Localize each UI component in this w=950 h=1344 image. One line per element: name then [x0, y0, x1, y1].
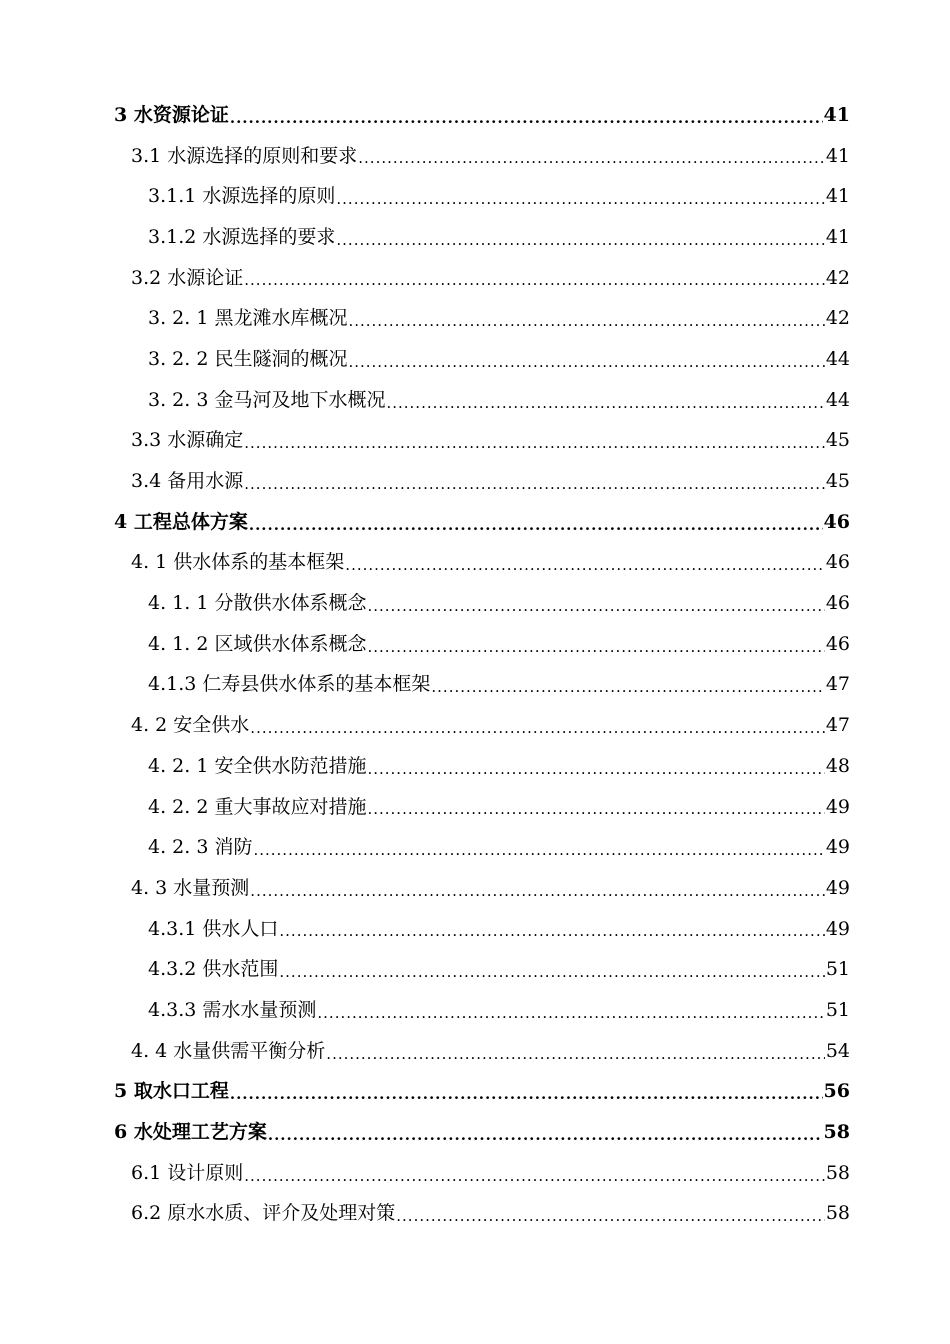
toc-entry-page-number: 58	[825, 1202, 850, 1225]
toc-dot-leader	[249, 518, 823, 543]
toc-entry[interactable]	[0, 1194, 950, 1235]
toc-entry-page-number: 44	[825, 347, 850, 370]
toc-entry[interactable]	[0, 583, 950, 624]
toc-entry[interactable]	[0, 827, 950, 868]
toc-entry[interactable]	[0, 746, 950, 787]
toc-entry[interactable]	[0, 1112, 950, 1153]
toc-dot-leader	[431, 680, 824, 705]
toc-entry-page-number: 58	[823, 1121, 850, 1144]
toc-entry[interactable]	[0, 380, 950, 421]
toc-entry-title: 6 水处理工艺方案	[114, 1121, 267, 1144]
toc-dot-leader	[244, 436, 825, 461]
toc-dot-leader	[336, 233, 824, 258]
toc-entry-page-number: 41	[823, 103, 850, 126]
toc-entry-title: 3. 2. 2 民生隧洞的概况	[148, 347, 348, 370]
toc-entry-page-number: 41	[825, 144, 850, 167]
toc-entry[interactable]	[0, 990, 950, 1031]
toc-entry-page-number: 58	[825, 1161, 850, 1184]
toc-entry-page-number: 49	[825, 795, 850, 818]
toc-entry-title: 3 水资源论证	[114, 103, 229, 126]
toc-entry-title: 4. 2. 1 安全供水防范措施	[148, 754, 367, 777]
toc-entry-page-number: 44	[825, 388, 850, 411]
toc-dot-leader	[358, 151, 825, 176]
toc-entry-page-number: 54	[825, 1039, 850, 1062]
toc-entry[interactable]	[0, 176, 950, 217]
toc-entry-title: 4.3.1 供水人口	[148, 917, 279, 940]
toc-entry-title: 4.3.2 供水范围	[148, 958, 279, 981]
toc-entry-title: 4. 4 水量供需平衡分析	[131, 1039, 326, 1062]
toc-entry-page-number: 46	[825, 592, 850, 615]
toc-entry[interactable]	[0, 339, 950, 380]
toc-entry[interactable]	[0, 949, 950, 990]
toc-entry[interactable]	[0, 868, 950, 909]
toc-dot-leader	[250, 884, 825, 909]
table-of-contents	[0, 95, 950, 1234]
toc-dot-leader	[367, 640, 824, 665]
toc-entry[interactable]	[0, 95, 950, 136]
toc-entry-title: 3.3 水源确定	[131, 429, 244, 452]
toc-entry[interactable]	[0, 421, 950, 462]
toc-entry-title: 4. 2. 2 重大事故应对措施	[148, 795, 367, 818]
toc-dot-leader	[244, 273, 825, 298]
toc-dot-leader	[244, 477, 825, 502]
toc-entry-page-number: 51	[825, 998, 850, 1021]
toc-entry[interactable]	[0, 1153, 950, 1194]
toc-dot-leader	[336, 192, 824, 217]
toc-entry-page-number: 42	[825, 307, 850, 330]
toc-entry-title: 3.1.1 水源选择的原则	[148, 185, 336, 208]
toc-entry[interactable]	[0, 543, 950, 584]
toc-dot-leader	[244, 1169, 825, 1194]
toc-entry-page-number: 42	[825, 266, 850, 289]
toc-dot-leader	[367, 802, 824, 827]
toc-entry-title: 4.1.3 仁寿县供水体系的基本框架	[148, 673, 431, 696]
toc-entry[interactable]	[0, 136, 950, 177]
toc-dot-leader	[230, 111, 823, 136]
toc-entry-page-number: 49	[825, 917, 850, 940]
toc-dot-leader	[317, 1006, 824, 1031]
toc-entry-page-number: 45	[825, 429, 850, 452]
toc-entry[interactable]	[0, 461, 950, 502]
toc-entry-title: 3. 2. 3 金马河及地下水概况	[148, 388, 386, 411]
toc-entry-title: 5 取水口工程	[114, 1080, 229, 1103]
toc-entry-page-number: 41	[825, 185, 850, 208]
toc-entry[interactable]	[0, 298, 950, 339]
toc-entry-page-number: 41	[825, 225, 850, 248]
toc-entry[interactable]	[0, 1031, 950, 1072]
toc-dot-leader	[279, 924, 824, 949]
toc-entry-page-number: 47	[825, 673, 850, 696]
toc-entry[interactable]	[0, 909, 950, 950]
toc-entry-title: 3.4 备用水源	[131, 470, 244, 493]
toc-entry-page-number: 47	[825, 714, 850, 737]
toc-dot-leader	[230, 1087, 823, 1112]
toc-entry-title: 4. 1. 1 分散供水体系概念	[148, 592, 367, 615]
toc-entry[interactable]	[0, 624, 950, 665]
toc-dot-leader	[326, 1047, 825, 1072]
toc-dot-leader	[268, 1128, 823, 1153]
toc-entry-title: 6.1 设计原则	[131, 1161, 244, 1184]
toc-entry-title: 4. 1. 2 区域供水体系概念	[148, 632, 367, 655]
toc-dot-leader	[386, 396, 824, 421]
toc-entry[interactable]	[0, 705, 950, 746]
toc-dot-leader	[367, 599, 824, 624]
toc-entry[interactable]	[0, 787, 950, 828]
toc-entry[interactable]	[0, 217, 950, 258]
toc-entry-title: 4. 2 安全供水	[131, 714, 250, 737]
toc-dot-leader	[250, 721, 825, 746]
toc-entry-title: 6.2 原水水质、评介及处理对策	[131, 1202, 396, 1225]
toc-entry-page-number: 45	[825, 470, 850, 493]
toc-entry-title: 3.1.2 水源选择的要求	[148, 225, 336, 248]
toc-entry-title: 4. 2. 3 消防	[148, 836, 253, 859]
toc-entry-title: 4. 3 水量预测	[131, 876, 250, 899]
toc-entry-title: 3.2 水源论证	[131, 266, 244, 289]
toc-entry-page-number: 49	[825, 876, 850, 899]
toc-entry-page-number: 46	[825, 551, 850, 574]
toc-dot-leader	[279, 965, 824, 990]
toc-entry[interactable]	[0, 1072, 950, 1113]
toc-entry-page-number: 46	[823, 510, 850, 533]
toc-dot-leader	[348, 314, 824, 339]
toc-entry-title: 4. 1 供水体系的基本框架	[131, 551, 345, 574]
toc-entry-page-number: 46	[825, 632, 850, 655]
toc-entry[interactable]	[0, 502, 950, 543]
toc-entry-page-number: 51	[825, 958, 850, 981]
toc-entry-title: 3. 2. 1 黑龙滩水库概况	[148, 307, 348, 330]
toc-entry-page-number: 56	[823, 1080, 850, 1103]
toc-entry-title: 3.1 水源选择的原则和要求	[131, 144, 358, 167]
toc-entry[interactable]	[0, 258, 950, 299]
toc-entry-page-number: 48	[825, 754, 850, 777]
toc-dot-leader	[367, 762, 824, 787]
toc-dot-leader	[396, 1209, 825, 1234]
toc-entry-title: 4.3.3 需水水量预测	[148, 998, 317, 1021]
toc-entry[interactable]	[0, 665, 950, 706]
toc-entry-title: 4 工程总体方案	[114, 510, 248, 533]
toc-entry-page-number: 49	[825, 836, 850, 859]
toc-dot-leader	[348, 355, 824, 380]
toc-dot-leader	[253, 843, 824, 868]
toc-dot-leader	[345, 558, 825, 583]
